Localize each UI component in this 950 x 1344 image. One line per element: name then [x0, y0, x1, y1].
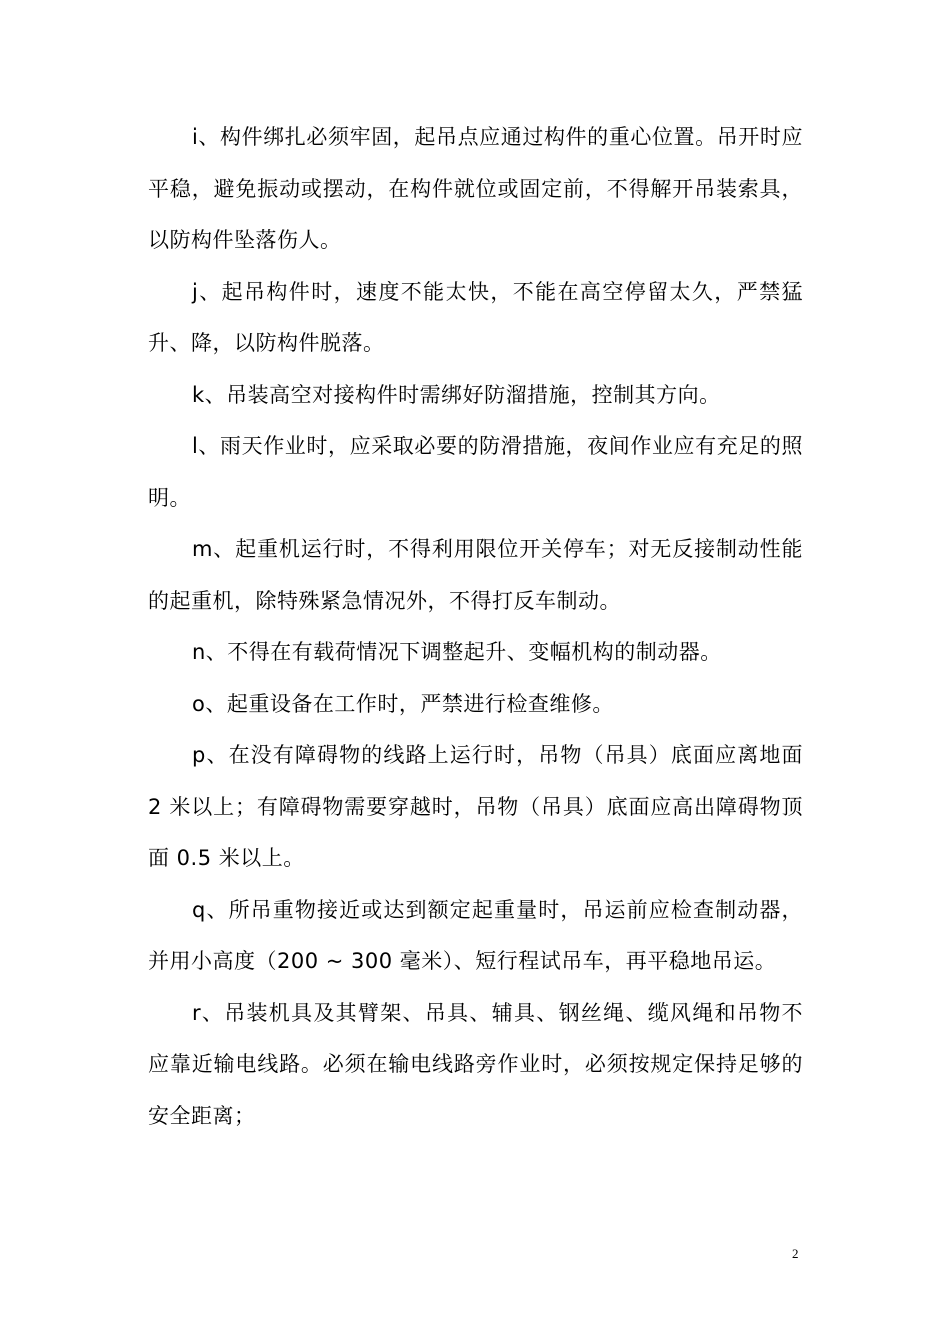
paragraph-o: o、起重设备在工作时，严禁进行检查维修。 [192, 691, 614, 716]
document-body [148, 112, 803, 1142]
paragraph-k: k、吊装高空对接构件时需绑好防溜措施，控制其方向。 [192, 382, 721, 407]
paragraph-n: n、不得在有载荷情况下调整起升、变幅机构的制动器。 [192, 640, 722, 664]
paragraph-q: q、所吊重物接近或达到额定起重量时，吊运前应检查制动器，并用小高度（200 ~ 300 毫米）、短行程试吊车，再平稳地吊运。 [148, 897, 803, 973]
paragraph-l: l、雨天作业时，应采取必要的防滑措施，夜间作业应有充足的照明。 [148, 434, 803, 510]
paragraph-m: m、起重机运行时，不得利用限位开关停车；对无反接制动性能的起重机，除特殊紧急情况外，不得打反车制动。 [148, 537, 803, 613]
paragraph-r: r、吊装机具及其臂架、吊具、辅具、钢丝绳、缆风绳和吊物不应靠近输电线路。必须在输电线路旁作业时，必须按规定保持足够的安全距离； [148, 1000, 803, 1128]
paragraph-i: i、构件绑扎必须牢固，起吊点应通过构件的重心位置。吊开时应平稳，避免振动或摆动，在构件就位或固定前，不得解开吊装索具，以防构件坠落伤人。 [148, 125, 803, 252]
paragraph-p: p、在没有障碍物的线路上运行时，吊物（吊具）底面应离地面 2 米以上；有障碍物需要穿越时，吊物（吊具）底面应高出障碍物顶面 0.5 米以上。 [148, 743, 803, 870]
paragraph-j: j、起吊构件时，速度不能太快，不能在高空停留太久，严禁猛升、降，以防构件脱落。 [148, 279, 803, 355]
page-number: 2 [792, 1246, 799, 1261]
